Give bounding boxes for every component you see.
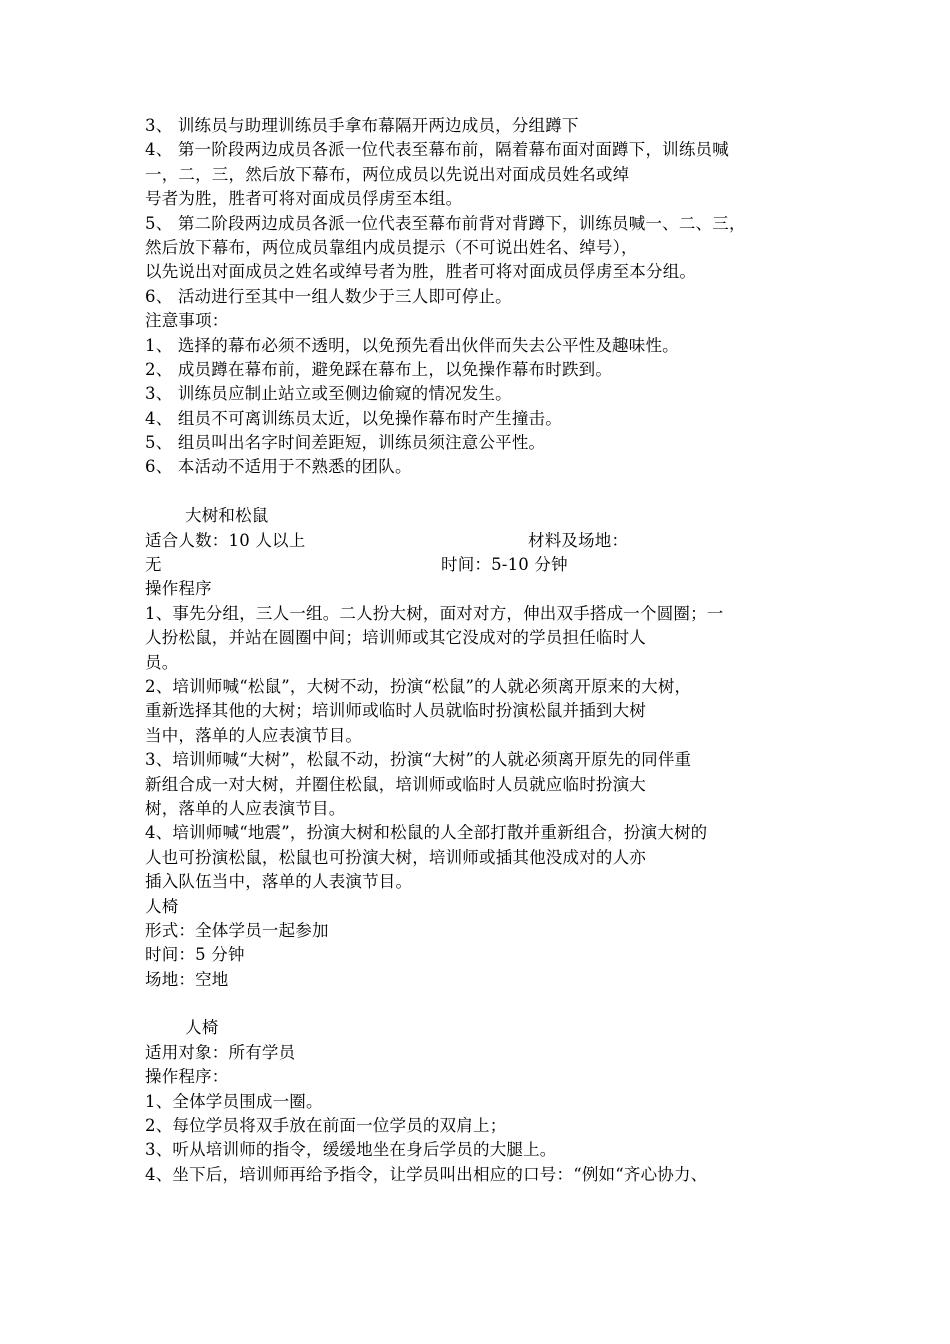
- section-heading: 人椅: [145, 896, 179, 916]
- text-line: 3、听从培训师的指令，缓缓地坐在身后学员的大腿上。: [145, 1140, 557, 1160]
- activity-title: 人椅: [185, 1018, 219, 1038]
- text-line: 1、事先分组，三人一组。二人扮大树，面对对方，伸出双手搭成一个圆圈；一: [145, 603, 724, 623]
- materials-label: 材料及场地：: [528, 530, 629, 550]
- text-line: 一，二，三，然后放下幕布，两位成员以先说出对面成员姓名或绰: [145, 164, 630, 184]
- document-page: [145, 114, 815, 1187]
- text-line: 2、每位学员将双手放在前面一位学员的双肩上；: [145, 1116, 507, 1136]
- text-line: 5、 第二阶段两边成员各派一位代表至幕布前背对背蹲下，训练员喊一、二、三，: [145, 213, 746, 233]
- text-line: 1、 选择的幕布必须不透明，以免预先看出伙伴而失去公平性及趣味性。: [145, 335, 679, 355]
- text-line: 新组合成一对大树，并圈住松鼠，培训师或临时人员就应临时扮演大: [145, 774, 646, 794]
- text-line: [145, 553, 815, 577]
- text-line: 3、 训练员应制止站立或至侧边偷窥的情况发生。: [145, 384, 512, 404]
- text-line: 形式：全体学员一起参加: [145, 920, 329, 940]
- text-line: 4、 第一阶段两边成员各派一位代表至幕布前，隔着幕布面对面蹲下，训练员喊: [145, 140, 729, 160]
- text-line: 重新选择其他的大树；培训师或临时人员就临时扮演松鼠并插到大树: [145, 701, 646, 721]
- text-line: 树，落单的人应表演节目。: [145, 798, 346, 818]
- text-line: 6、 本活动不适用于不熟悉的团队。: [145, 457, 412, 477]
- text-line: 人也可扮演松鼠，松鼠也可扮演大树，培训师或插其他没成对的人亦: [145, 847, 646, 867]
- participants-label: 适合人数：10 人以上: [145, 530, 306, 550]
- text-line: 员。: [145, 652, 179, 672]
- text-line: 当中，落单的人应表演节目。: [145, 725, 363, 745]
- text-line: 号者为胜，胜者可将对面成员俘虏至本组。: [145, 189, 463, 209]
- text-line: 时间：5 分钟: [145, 945, 245, 965]
- text-line: 人扮松鼠，并站在圆圈中间；培训师或其它没成对的学员担任临时人: [145, 628, 646, 648]
- text-line: 5、 组员叫出名字时间差距短，训练员须注意公平性。: [145, 433, 546, 453]
- text-line: 以先说出对面成员之姓名或绰号者为胜，胜者可将对面成员俘虏至本分组。: [145, 262, 697, 282]
- section-heading: 注意事项：: [145, 311, 229, 331]
- text-line: 1、全体学员围成一圈。: [145, 1091, 323, 1111]
- text-line: 2、培训师喊“松鼠”，大树不动，扮演“松鼠”的人就必须离开原来的大树，: [145, 676, 692, 696]
- activity-title: 大树和松鼠: [185, 506, 269, 526]
- materials-value: 无: [145, 555, 162, 575]
- text-line: 插入队伍当中，落单的人表演节目。: [145, 872, 413, 892]
- text-line: 4、 组员不可离训练员太近，以免操作幕布时产生撞击。: [145, 408, 562, 428]
- section-heading: 操作程序：: [145, 1067, 229, 1087]
- text-line: 3、 训练员与助理训练员手拿布幕隔开两边成员，分组蹲下: [145, 116, 579, 135]
- blank-line: [145, 480, 815, 504]
- text-line: 4、培训师喊“地震”，扮演大树和松鼠的人全部打散并重新组合，扮演大树的: [145, 823, 708, 843]
- text-line: [145, 529, 815, 553]
- text-line: 6、 活动进行至其中一组人数少于三人即可停止。: [145, 286, 512, 306]
- text-line: 适用对象：所有学员: [145, 1042, 296, 1062]
- text-line: 3、培训师喊“大树”，松鼠不动，扮演“大树”的人就必须离开原先的同伴重: [145, 750, 692, 770]
- section-heading: 操作程序: [145, 579, 212, 599]
- text-line: 4、坐下后，培训师再给予指令，让学员叫出相应的口号：“例如“齐心协力、: [145, 1164, 708, 1184]
- text-line: 场地：空地: [145, 969, 229, 989]
- text-line: 2、 成员蹲在幕布前，避免踩在幕布上，以免操作幕布时跌到。: [145, 359, 613, 379]
- blank-line: [145, 992, 815, 1016]
- time-label: 时间：5-10 分钟: [441, 555, 568, 575]
- text-line: 然后放下幕布，两位成员靠组内成员提示（不可说出姓名、绰号），: [145, 237, 638, 257]
